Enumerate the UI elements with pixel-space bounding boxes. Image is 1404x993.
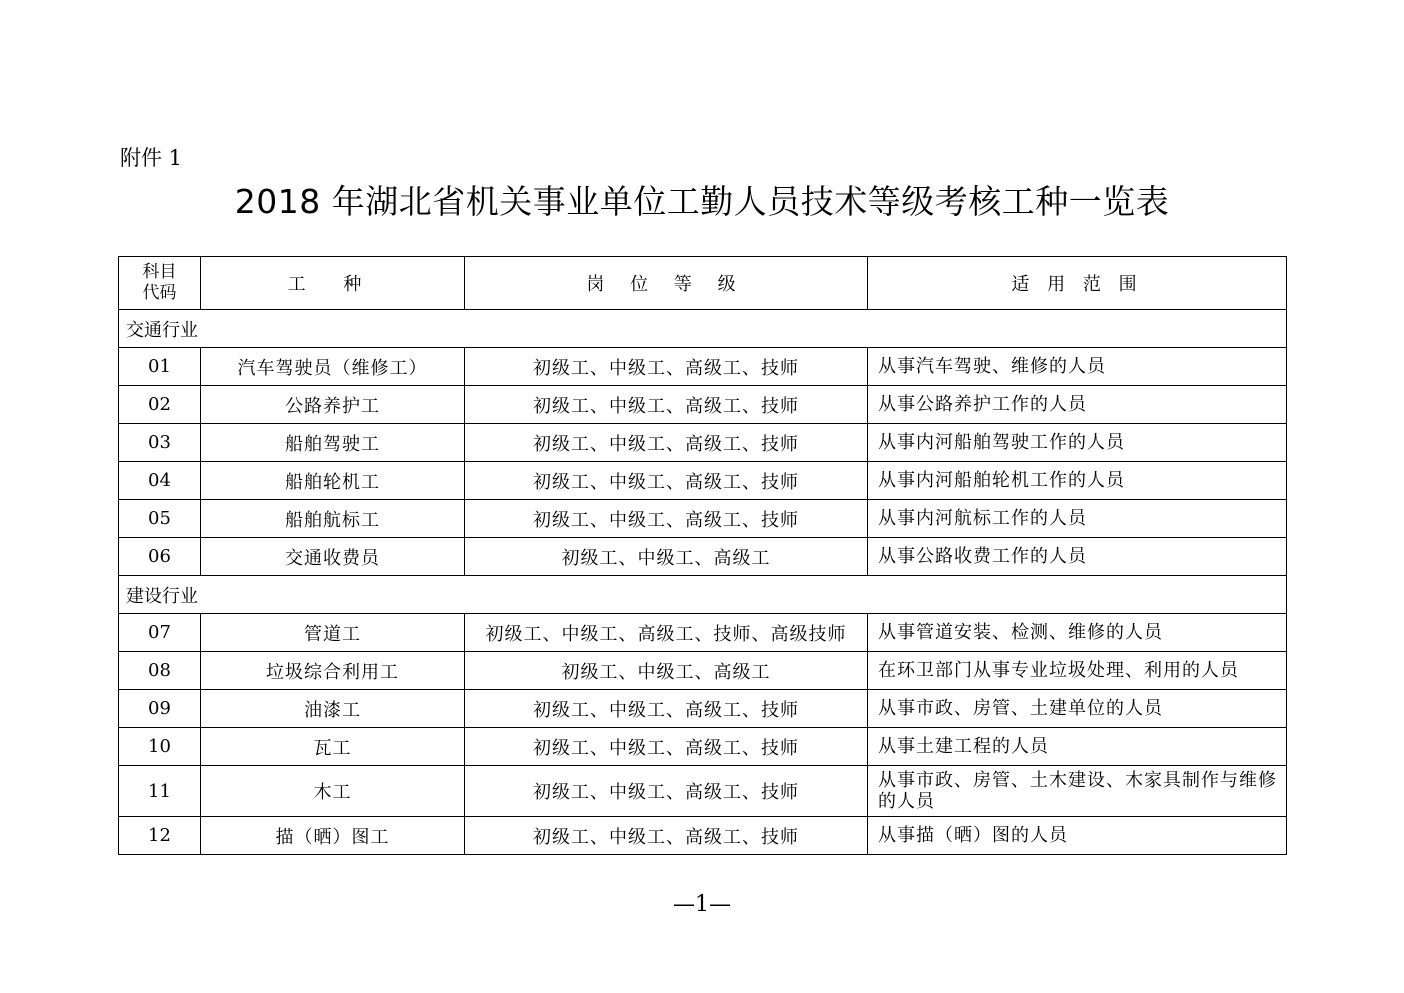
header-scope bbox=[868, 257, 1287, 310]
code-cell: 04 bbox=[119, 462, 201, 500]
type-cell: 垃圾综合利用工 bbox=[201, 652, 465, 690]
level-cell: 初级工、中级工、高级工、技师 bbox=[465, 817, 868, 855]
table-row bbox=[119, 348, 1287, 386]
header-code-line2: 代码 bbox=[142, 283, 177, 303]
header-scope-label: 适 用 范 围 bbox=[1011, 274, 1143, 295]
level-cell: 初级工、中级工、高级工、技师 bbox=[465, 424, 868, 462]
category-label: 建设行业 bbox=[119, 576, 1287, 614]
scope-cell: 从事汽车驾驶、维修的人员 bbox=[868, 348, 1287, 386]
table-row bbox=[119, 462, 1287, 500]
header-type-label: 工 种 bbox=[287, 274, 378, 295]
type-cell: 管道工 bbox=[201, 614, 465, 652]
table-row bbox=[119, 652, 1287, 690]
scope-cell: 从事内河船舶轮机工作的人员 bbox=[868, 462, 1287, 500]
table-row bbox=[119, 766, 1287, 817]
type-cell: 瓦工 bbox=[201, 728, 465, 766]
level-cell: 初级工、中级工、高级工、技师 bbox=[465, 386, 868, 424]
page-number: —1— bbox=[673, 892, 731, 917]
level-cell: 初级工、中级工、高级工、技师 bbox=[465, 728, 868, 766]
code-cell: 08 bbox=[119, 652, 201, 690]
level-cell: 初级工、中级工、高级工、技师 bbox=[465, 348, 868, 386]
type-cell: 船舶航标工 bbox=[201, 500, 465, 538]
type-cell: 油漆工 bbox=[201, 690, 465, 728]
scope-cell: 从事内河航标工作的人员 bbox=[868, 500, 1287, 538]
scope-cell: 从事公路养护工作的人员 bbox=[868, 386, 1287, 424]
level-cell: 初级工、中级工、高级工、技师 bbox=[465, 462, 868, 500]
type-cell: 木工 bbox=[201, 766, 465, 817]
level-cell: 初级工、中级工、高级工、技师 bbox=[465, 766, 868, 817]
level-cell: 初级工、中级工、高级工 bbox=[465, 652, 868, 690]
type-cell: 船舶驾驶工 bbox=[201, 424, 465, 462]
type-cell: 船舶轮机工 bbox=[201, 462, 465, 500]
scope-cell: 从事内河船舶驾驶工作的人员 bbox=[868, 424, 1287, 462]
code-cell: 01 bbox=[119, 348, 201, 386]
trade-table bbox=[118, 256, 1287, 855]
level-cell: 初级工、中级工、高级工、技师、高级技师 bbox=[465, 614, 868, 652]
level-cell: 初级工、中级工、高级工、技师 bbox=[465, 500, 868, 538]
scope-cell: 在环卫部门从事专业垃圾处理、利用的人员 bbox=[868, 652, 1287, 690]
type-cell: 描（晒）图工 bbox=[201, 817, 465, 855]
table-row bbox=[119, 538, 1287, 576]
scope-cell: 从事土建工程的人员 bbox=[868, 728, 1287, 766]
category-row bbox=[119, 576, 1287, 614]
table-row bbox=[119, 500, 1287, 538]
code-cell: 02 bbox=[119, 386, 201, 424]
table-row bbox=[119, 690, 1287, 728]
code-cell: 09 bbox=[119, 690, 201, 728]
category-row bbox=[119, 310, 1287, 348]
attachment-label: 附件 1 bbox=[120, 146, 183, 170]
code-cell: 11 bbox=[119, 766, 201, 817]
type-cell: 交通收费员 bbox=[201, 538, 465, 576]
code-cell: 12 bbox=[119, 817, 201, 855]
code-cell: 05 bbox=[119, 500, 201, 538]
table-row bbox=[119, 386, 1287, 424]
header-level bbox=[465, 257, 868, 310]
header-level-label: 岗 位 等 级 bbox=[586, 274, 746, 295]
scope-cell: 从事公路收费工作的人员 bbox=[868, 538, 1287, 576]
code-cell: 07 bbox=[119, 614, 201, 652]
code-cell: 10 bbox=[119, 728, 201, 766]
type-cell: 公路养护工 bbox=[201, 386, 465, 424]
table-row bbox=[119, 614, 1287, 652]
scope-cell: 从事描（晒）图的人员 bbox=[868, 817, 1287, 855]
table-header-row bbox=[119, 257, 1287, 310]
level-cell: 初级工、中级工、高级工 bbox=[465, 538, 868, 576]
header-code-line1: 科目 bbox=[142, 262, 177, 282]
table-body bbox=[119, 310, 1287, 855]
table-row bbox=[119, 728, 1287, 766]
scope-cell: 从事管道安装、检测、维修的人员 bbox=[868, 614, 1287, 652]
scope-cell: 从事市政、房管、土建单位的人员 bbox=[868, 690, 1287, 728]
category-label: 交通行业 bbox=[119, 310, 1287, 348]
scope-cell: 从事市政、房管、土木建设、木家具制作与维修的人员 bbox=[868, 766, 1287, 817]
table-row bbox=[119, 817, 1287, 855]
level-cell: 初级工、中级工、高级工、技师 bbox=[465, 690, 868, 728]
code-cell: 03 bbox=[119, 424, 201, 462]
code-cell: 06 bbox=[119, 538, 201, 576]
page-title: 2018 年湖北省机关事业单位工勤人员技术等级考核工种一览表 bbox=[234, 182, 1170, 221]
type-cell: 汽车驾驶员（维修工） bbox=[201, 348, 465, 386]
header-code bbox=[119, 257, 201, 310]
table-row bbox=[119, 424, 1287, 462]
header-type bbox=[201, 257, 465, 310]
